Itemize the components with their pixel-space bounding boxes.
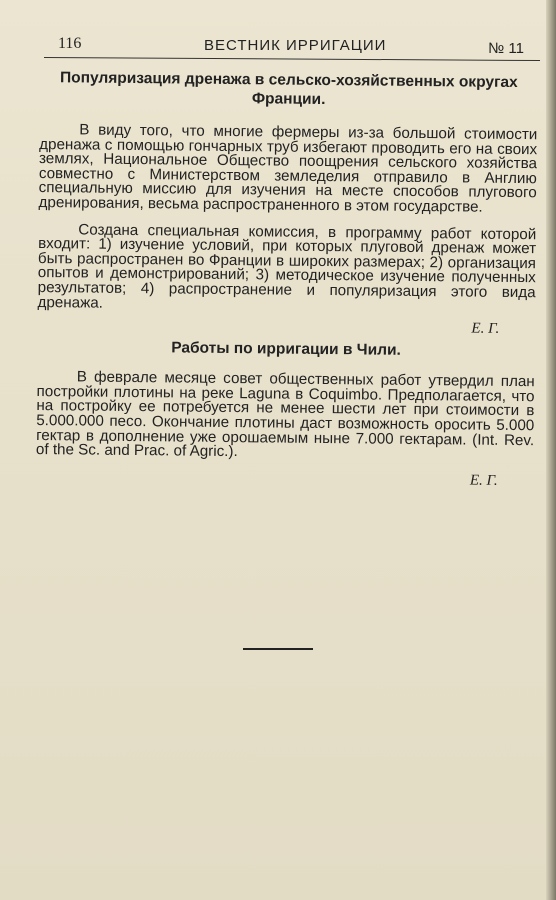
page-number: 116 bbox=[58, 35, 82, 52]
article-france-drainage bbox=[37, 68, 538, 338]
article-paragraph: В виду того, что многие фермеры из-за большой стоимости дренажа с помощью гончарных труб избегают проводить его на своих землях, Национальное Общество поощрения сельского хозяйства совместно с Министерством земледелия отправило в Англию специальную миссию для изучения на месте способов плугового дренирования, весьма распространенного в этом государстве. bbox=[38, 121, 538, 216]
article-chile-irrigation bbox=[36, 337, 536, 490]
article-paragraph: В феврале месяце совет общественных работ утвердил план постройки плотины на реке Laguna в Coquimbo. Предполагается, что на постройку ее потребуется не менее шести лет при стоимости в 5.000.000 песо. Окончание плотины даст возможность оросить 5.000 гектар в дополнение уже орошаемым ныне 7.000 гектарам. (Int. Rev. of the Sc. and Prac. of Agric.). bbox=[35, 368, 535, 461]
running-header bbox=[44, 30, 532, 56]
page-content bbox=[36, 66, 538, 490]
author-signature: Е. Г. bbox=[471, 320, 500, 337]
page-edge-shadow bbox=[546, 0, 556, 900]
article-title: Работы по ирригации в Чили. bbox=[171, 339, 401, 359]
journal-title: ВЕСТНИК ИРРИГАЦИИ bbox=[204, 37, 387, 54]
issue-number: № 11 bbox=[488, 40, 524, 57]
article-paragraph: Создана специальная комиссия, в программу работ которой входит: 1) изучение условий, при которых плуговой дренаж может быть распространен во Франции в широких размерах; 2) организация опытов и демонстрирований; 3) методическое изучение полученных результатов; 4) распространение и популяризация этого вида дренажа. bbox=[37, 220, 537, 312]
article-title: Популяризация дренажа в сельско-хозяйственных округах Франции. bbox=[59, 69, 518, 108]
end-of-text-rule bbox=[243, 648, 313, 650]
header-rule bbox=[44, 57, 540, 61]
author-signature: Е. Г. bbox=[469, 472, 498, 489]
